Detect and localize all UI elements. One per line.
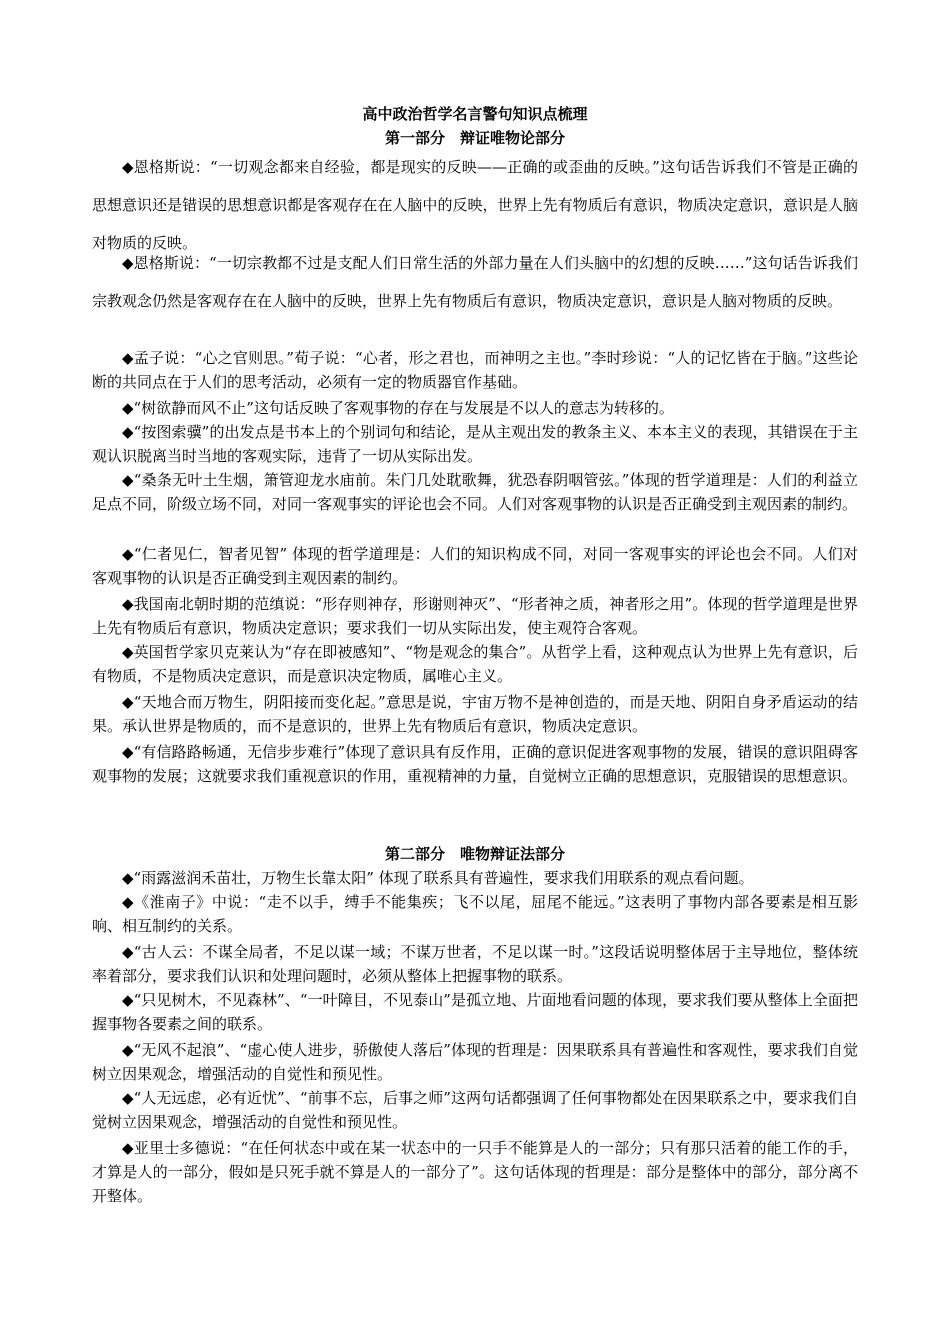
paragraph: ◆恩格斯说：“一切观念都来自经验，都是现实的反映——正确的或歪曲的反映。”这句话告诉我们不管是正确的思想意识还是错误的思想意识都是客观存在在人脑中的反映，世界上先有物质后有意识，物质决定意识，意识是人脑对物质的反映。 [92, 158, 858, 252]
paragraph: ◆“有信路路畅通，无信步步难行”体现了意识具有反作用，正确的意识促进客观事物的发展，错误的意识阻碍客观事物的发展；这就要求我们重视意识的作用，重视精神的力量，自觉树立正确的思想意识，克服错误的思想意识。 [92, 743, 858, 785]
document-title: 高中政治哲学名言警句知识点梳理 [362, 105, 588, 123]
paragraph: ◆“只见树木，不见森林”、“一叶障目，不见泰山”是孤立地、片面地看问题的体现，要求我们要从整体上全面把握事物各要素之间的联系。 [92, 991, 858, 1033]
paragraph: ◆《淮南子》中说：“走不以手，缚手不能集疾；飞不以尾，屈尾不能远。”这表明了事物内部各要素是相互影响、相互制约的关系。 [92, 893, 858, 935]
paragraph: ◆“人无远虑，必有近忧”、“前事不忘，后事之师”这两句话都强调了任何事物都处在因果联系之中，要求我们自觉树立因果观念，增强活动的自觉性和预见性。 [92, 1089, 858, 1131]
paragraph: ◆“古人云：不谋全局者，不足以谋一域；不谋万世者，不足以谋一时。”这段话说明整体居于主导地位，整体统率着部分，要求我们认识和处理问题时，必须从整体上把握事物的联系。 [92, 943, 858, 985]
paragraph: ◆“天地合而万物生，阴阳接而变化起。”意思是说，宇宙万物不是神创造的，而是天地、阴阳自身矛盾运动的结果。承认世界是物质的，而不是意识的，世界上先有物质后有意识，物质决定意识。 [92, 693, 858, 735]
paragraph: ◆孟子说：“心之官则思。”荀子说：“心者，形之君也，而神明之主也。”李时珍说：“人的记忆皆在于脑。”这些论断的共同点在于人们的思考活动，必须有一定的物质器官作基础。 [92, 349, 858, 391]
paragraph: ◆“按图索骥”的出发点是书本上的个别词句和结论，是从主观出发的教条主义、本本主义的表现，其错误在于主观认识脱离当时当地的客观实际，违背了一切从实际出发。 [92, 423, 858, 465]
part1-heading: 第一部分 辩证唯物论部分 [384, 129, 565, 147]
part2-heading: 第二部分 唯物辩证法部分 [384, 845, 565, 863]
paragraph: ◆“桑条无叶土生烟，箫管迎龙水庙前。朱门几处耽歌舞，犹恐春阴咽管弦。”体现的哲学道理是：人们的利益立足点不同，阶级立场不同，对同一客观事实的评论也会不同。人们对客观事物的认识是否正确受到主观因素的制约。 [92, 471, 858, 513]
paragraph: ◆“树欲静而风不止”这句话反映了客观事物的存在与发展是不以人的意志为转移的。 [122, 399, 674, 417]
paragraph: ◆亚里士多德说：“在任何状态中或在某一状态中的一只手不能算是人的一部分；只有那只活着的能工作的手，才算是人的一部分，假如是只死手就不算是人的一部分了”。这句话体现的哲理是：部分是整体中的部分，部分离不开整体。 [92, 1139, 858, 1205]
paragraph: ◆“仁者见仁，智者见智” 体现的哲学道理是：人们的知识构成不同，对同一客观事实的评论也会不同。人们对客观事物的认识是否正确受到主观因素的制约。 [92, 545, 858, 587]
paragraph: ◆我国南北朝时期的范缜说：“形存则神存，形谢则神灭”、“形者神之质，神者形之用”。体现的哲学道理是世界上先有物质后有意识，物质决定意识；要求我们一切从实际出发，使主观符合客观。 [92, 595, 858, 637]
paragraph: ◆恩格斯说：“一切宗教都不过是支配人们日常生活的外部力量在人们头脑中的幻想的反映……”这句话告诉我们宗教观念仍然是客观存在在人脑中的反映，世界上先有物质后有意识，物质决定意识，意识是人脑对物质的反映。 [92, 254, 858, 310]
paragraph: ◆英国哲学家贝克莱认为“存在即被感知”、“物是观念的集合”。从哲学上看，这种观点认为世界上先有意识，后有物质，不是物质决定意识，而是意识决定物质，属唯心主义。 [92, 643, 858, 685]
paragraph: ◆“雨露滋润禾苗壮，万物生长靠太阳” 体现了联系具有普遍性，要求我们用联系的观点看问题。 [122, 869, 754, 887]
paragraph: ◆“无风不起浪”、“虚心使人进步，骄傲使人落后”体现的哲理是：因果联系具有普遍性和客观性，要求我们自觉树立因果观念，增强活动的自觉性和预见性。 [92, 1041, 858, 1083]
